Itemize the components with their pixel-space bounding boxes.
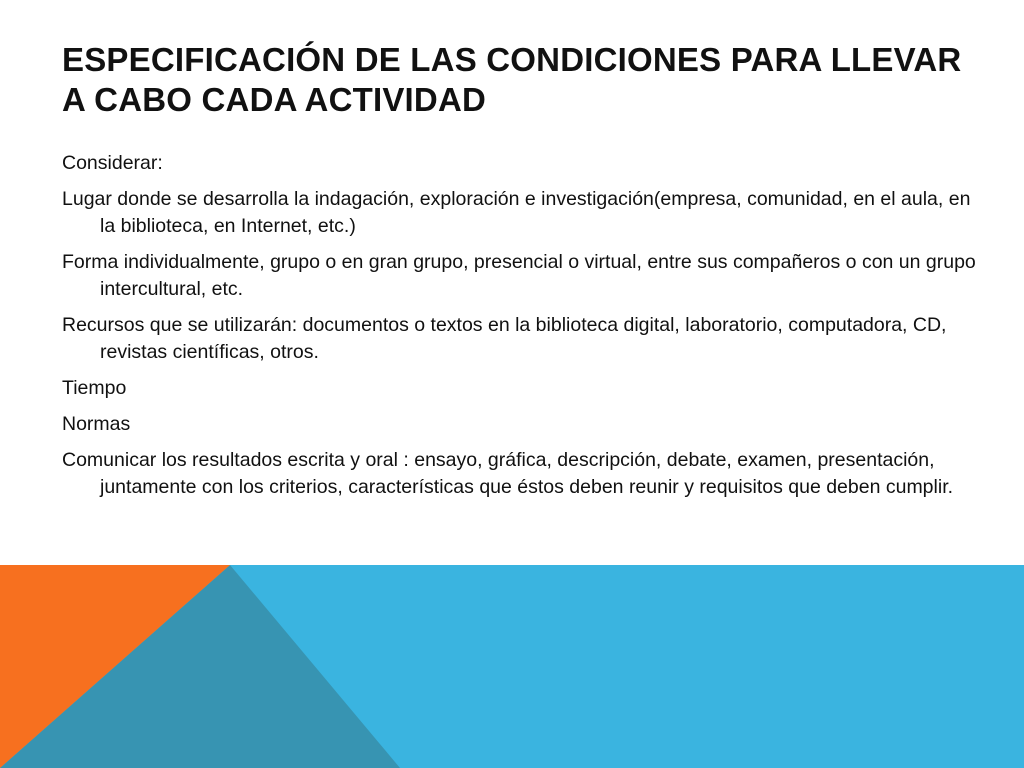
slide-title: ESPECIFICACIÓN DE LAS CONDICIONES PARA LLEVAR A CABO CADA ACTIVIDAD [62,41,962,118]
body-paragraph-considerar: Considerar: [62,152,163,174]
body-paragraph-lugar: Lugar donde se desarrolla la indagación, exploración e investigación(empresa, comunidad, en el aula, en la biblioteca, en Internet, etc.) [62,188,971,237]
slide-body [62,150,982,510]
body-paragraph-normas: Normas [62,413,131,435]
body-paragraph-comunicar: Comunicar los resultados escrita y oral : ensayo, gráfica, descripción, debate, examen, presentación, juntamente con los criterios, características que éstos deben reunir y requisitos que deben cumplir. [62,449,954,498]
body-paragraph-forma: Forma individualmente, grupo o en gran grupo, presencial o virtual, entre sus compañeros o con un grupo intercultural, etc. [62,251,976,300]
body-paragraph-tiempo: Tiempo [62,377,127,399]
body-paragraph-recursos: Recursos que se utilizarán: documentos o textos en la biblioteca digital, laboratorio, computadora, CD, revistas científicas, otros. [62,314,947,363]
decorative-footer-shapes [0,565,1024,768]
